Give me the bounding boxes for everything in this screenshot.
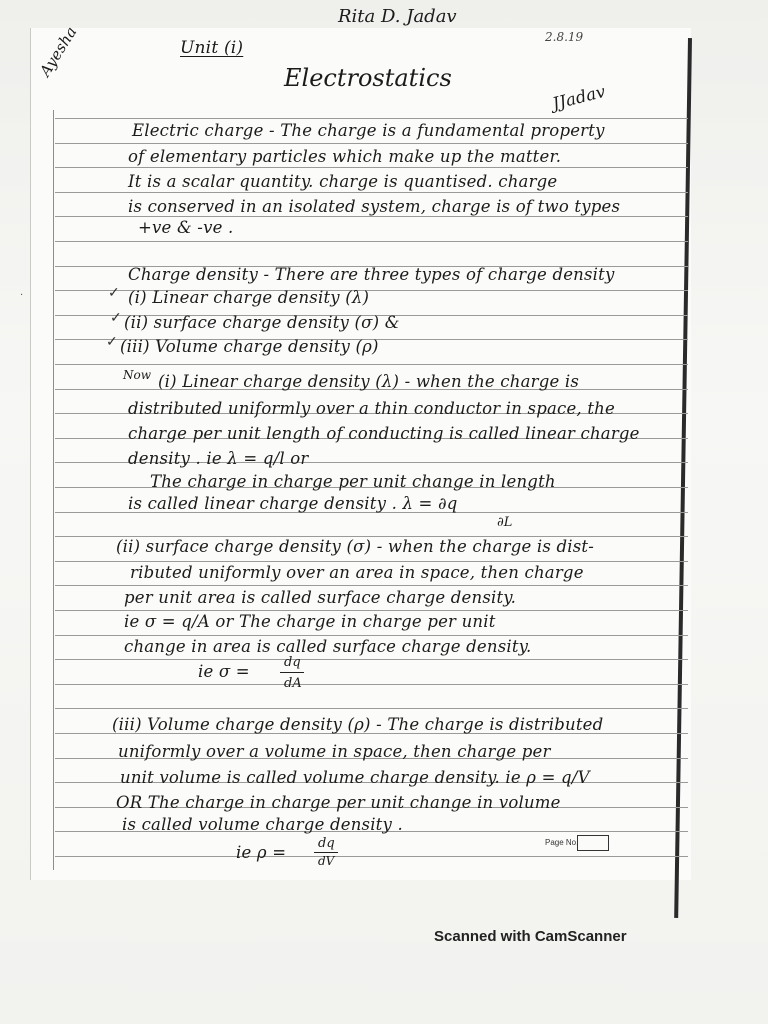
margin-name: Ayesha: [36, 23, 81, 80]
ruled-line: [55, 610, 688, 611]
volume-line-3: unit volume is called volume charge density. ie ρ = q/V: [120, 768, 590, 787]
page-title: Electrostatics: [284, 64, 452, 92]
volume-line-1: (iii) Volume charge density (ρ) - The charge is distributed: [112, 715, 604, 734]
linear-line-2: distributed uniformly over a thin conductor in space, the: [128, 399, 615, 418]
charge-density-item-1: (i) Linear charge density (λ): [128, 288, 370, 307]
ruled-line: [55, 241, 688, 242]
ruled-line: [55, 364, 688, 365]
signature-top: Rita D. Jadav: [338, 6, 457, 27]
surface-line-4: ie σ = q/A or The charge in charge per unit: [124, 612, 496, 631]
scan-speck: ·: [20, 290, 24, 301]
volume-line-2: uniformly over a volume in space, then charge per: [118, 742, 551, 761]
volume-fraction-bar: [314, 852, 338, 853]
para1-line-3: It is a scalar quantity. charge is quantised. charge: [128, 172, 558, 191]
para1-line-1: Electric charge - The charge is a fundamental property: [132, 121, 605, 140]
linear-line-6: is called linear charge density . λ = ∂q: [128, 494, 458, 513]
ruled-line: [55, 635, 688, 636]
volume-formula-numerator: dq: [318, 836, 335, 851]
tick-mark-2: ✓: [110, 310, 122, 326]
ruled-line: [55, 561, 688, 562]
linear-line-5: The charge in charge per unit change in length: [150, 472, 556, 491]
tick-mark-1: ✓: [108, 285, 120, 301]
ruled-line: [55, 708, 688, 709]
surface-formula-lhs: ie σ =: [198, 662, 250, 681]
surface-line-1: (ii) surface charge density (σ) - when the charge is dist-: [116, 537, 595, 556]
ruled-line: [55, 167, 688, 168]
surface-fraction-bar: [280, 672, 304, 673]
ruled-line: [55, 684, 688, 685]
volume-line-5: is called volume charge density .: [122, 815, 403, 834]
surface-formula-numerator: dq: [284, 655, 301, 670]
ruled-line: [55, 216, 688, 217]
initials: JJadav: [550, 81, 608, 114]
tick-mark-3: ✓: [106, 334, 118, 350]
surface-line-5: change in area is called surface charge density.: [124, 637, 532, 656]
linear-line-1: (i) Linear charge density (λ) - when the charge is: [158, 372, 580, 391]
charge-density-item-2: (ii) surface charge density (σ) &: [124, 313, 400, 332]
volume-line-4: OR The charge in charge per unit change in volume: [116, 793, 561, 812]
charge-density-item-3: (iii) Volume charge density (ρ): [120, 337, 379, 356]
volume-formula-denominator: dV: [318, 854, 335, 868]
para1-line-4: is conserved in an isolated system, charge is of two types: [128, 197, 621, 216]
date-stamp: 2.8.19: [545, 30, 584, 44]
ruled-line: [55, 659, 688, 660]
surface-line-2: ributed uniformly over an area in space, then charge: [130, 563, 584, 582]
ruled-line: [55, 143, 688, 144]
linear-denominator: ∂L: [497, 515, 513, 530]
left-margin-line: [53, 110, 54, 870]
ruled-line: [55, 192, 688, 193]
para1-line-5: +ve & -ve .: [138, 218, 234, 237]
surface-line-3: per unit area is called surface charge density.: [124, 588, 517, 607]
linear-line-3: charge per unit length of conducting is called linear charge: [128, 424, 640, 443]
linear-line-4: density . ie λ = q/l or: [128, 449, 309, 468]
ruled-line: [55, 118, 688, 119]
ruled-line: [55, 585, 688, 586]
page-no-box: [577, 835, 609, 851]
para1-line-2: of elementary particles which make up the matter.: [128, 147, 562, 166]
page-no-label: Page No.: [545, 838, 579, 847]
scan-watermark: Scanned with CamScanner: [434, 928, 627, 945]
charge-density-heading: Charge density - There are three types of charge density: [128, 265, 615, 284]
surface-formula-denominator: dA: [284, 676, 302, 691]
ruled-line: [55, 856, 688, 857]
margin-note: Now: [123, 368, 151, 382]
volume-formula-lhs: ie ρ =: [236, 843, 287, 862]
unit-label: Unit (i): [180, 38, 244, 58]
